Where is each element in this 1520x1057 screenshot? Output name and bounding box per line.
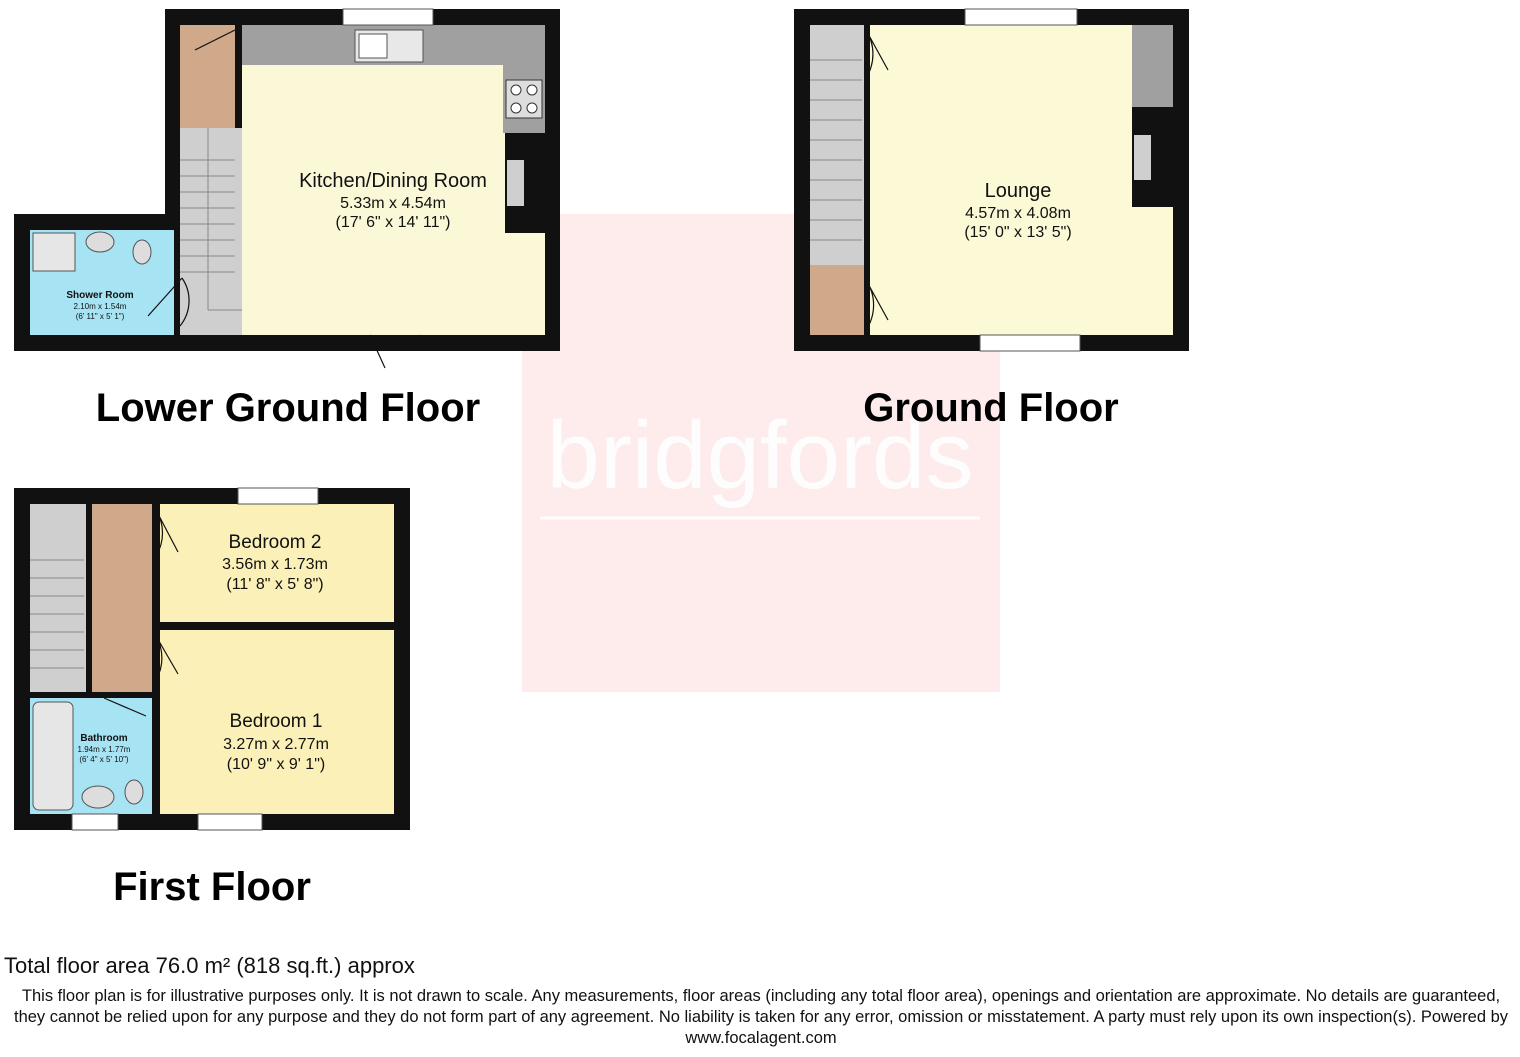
shower-tray: [33, 233, 75, 271]
disclaimer-text: This floor plan is for illustrative purposes only. It is not drawn to scale. Any measurements, floor areas (including any total floor area), openings and orientation are approximate. No details are guaranteed, they cannot be relied upon for any purpose and they do not form part of any agreement. No liability is taken for any error, omission or misstatement. A party must rely upon its own inspection(s). Powered by www.focalagent.com: [13, 987, 1508, 1047]
basin-icon: [82, 786, 114, 808]
lower-ground-floor-plan: [14, 9, 560, 430]
bedroom1-name: Bedroom 1: [229, 711, 323, 732]
landing: [92, 504, 152, 692]
toilet-icon: [133, 240, 151, 264]
ground-hall: [810, 265, 864, 335]
bath-icon: [33, 702, 73, 810]
kitchen-imperial: (17' 6" x 14' 11"): [335, 214, 451, 231]
bedroom2-name: Bedroom 2: [228, 532, 322, 553]
hob: [506, 80, 542, 118]
ground-floor-title: Ground Floor: [863, 386, 1119, 430]
toilet-icon: [125, 780, 143, 804]
lower-hall: [180, 25, 235, 128]
bedroom1-imperial: (10' 9" x 9' 1"): [226, 756, 326, 773]
bathroom-name: Bathroom: [80, 733, 128, 744]
window: [343, 9, 433, 25]
lounge-imperial: (15' 0" x 13' 5"): [964, 224, 1072, 241]
shower-room-name: Shower Room: [66, 290, 134, 301]
window: [72, 814, 118, 830]
window: [198, 814, 262, 830]
lower-ground-floor-title: Lower Ground Floor: [95, 386, 481, 430]
lounge-name: Lounge: [984, 180, 1052, 202]
shower-room-metric: 2.10m x 1.54m: [73, 302, 127, 311]
bedroom1-metric: 3.27m x 2.77m: [223, 736, 329, 753]
bathroom-imperial: (6' 4" x 5' 10"): [79, 755, 129, 764]
bedroom2-metric: 3.56m x 1.73m: [222, 556, 328, 573]
window: [238, 488, 318, 504]
watermark-text: bridgfords: [546, 402, 974, 509]
shower-room-imperial: (6' 11" x 5' 1"): [75, 312, 125, 321]
first-stairs: [30, 504, 86, 692]
first-floor-plan: [14, 488, 410, 909]
bathroom-metric: 1.94m x 1.77m: [77, 745, 131, 754]
window: [980, 335, 1080, 351]
kitchen-metric: 5.33m x 4.54m: [340, 195, 446, 212]
ground-stairs: [810, 25, 864, 265]
first-floor-title: First Floor: [113, 865, 311, 909]
basin-icon: [86, 232, 114, 252]
kitchen-name: Kitchen/Dining Room: [299, 170, 487, 192]
bedroom2-imperial: (11' 8" x 5' 8"): [226, 576, 324, 593]
lounge-metric: 4.57m x 4.08m: [965, 205, 1071, 222]
window: [965, 9, 1077, 25]
total-floor-area: Total floor area 76.0 m² (818 sq.ft.) approx: [4, 953, 415, 978]
